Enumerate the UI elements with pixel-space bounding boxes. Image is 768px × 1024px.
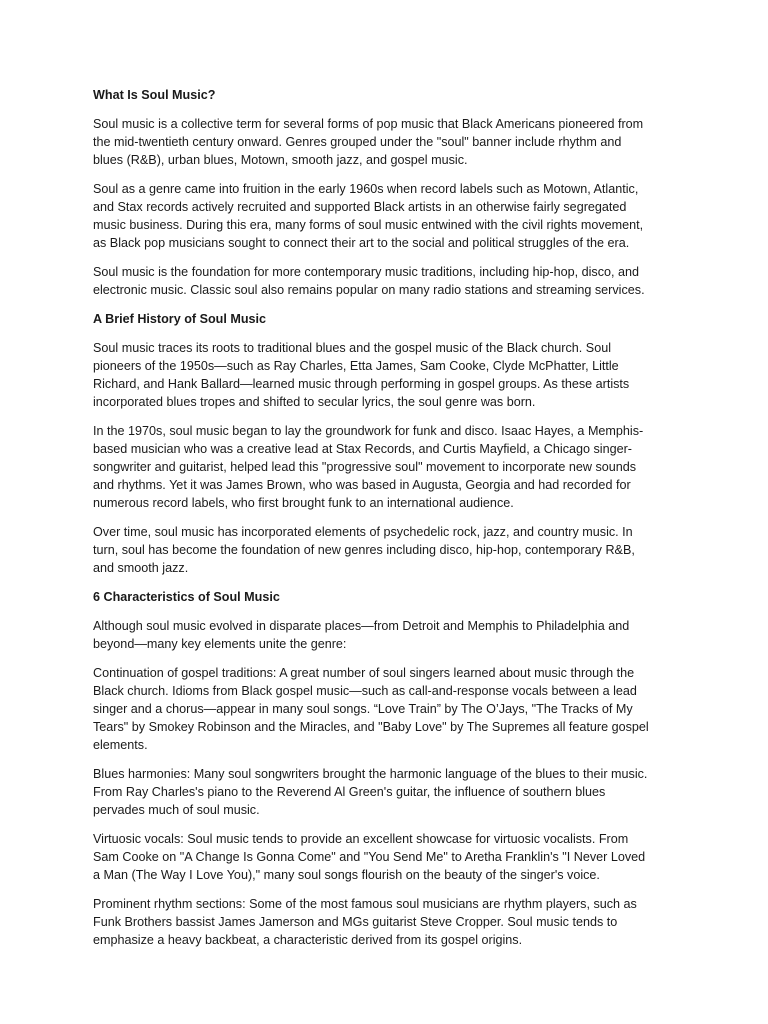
paragraph-gospel-traditions: Continuation of gospel traditions: A great number of soul singers learned about music through the Black church. Idioms from Black gospel music—such as call-and-response vocals between a lead singer and a chorus—appear in many soul songs. “Love Train” by The O’Jays, "The Tracks of My Tears" by Smokey Robinson and the Miracles, and "Baby Love" by The Supremes all feature gospel elements.	[93, 666, 649, 752]
section-heading-what-is-soul: What Is Soul Music?	[93, 88, 216, 102]
paragraph-definition: Soul music is a collective term for several forms of pop music that Black Americans pioneered from the mid-twentieth century onward. Genres grouped under the "soul" banner include rhythm and blues (R&B), urban blues, Motown, smooth jazz, and gospel music.	[93, 117, 644, 167]
paragraph-foundation: Soul music is the foundation for more contemporary music traditions, including hip-hop, disco, and electronic music. Classic soul also remains popular on many radio stations and streaming services.	[93, 265, 645, 297]
section-heading-history: A Brief History of Soul Music	[93, 312, 267, 326]
paragraph-blues-harmonies: Blues harmonies: Many soul songwriters brought the harmonic language of the blues to their music. From Ray Charles's piano to the Reverend Al Green's guitar, the influence of southern blues pervades much of soul music.	[93, 767, 648, 817]
document-page	[93, 86, 653, 960]
paragraph-roots: Soul music traces its roots to traditional blues and the gospel music of the Black church. Soul pioneers of the 1950s—such as Ray Charles, Etta James, Sam Cooke, Clyde McPhatter, Little Richard, and Hank Ballard—learned music through performing in gospel groups. As these artists incorporated blues tropes and shifted to secular lyrics, the soul genre was born.	[93, 341, 630, 409]
paragraph-1970s: In the 1970s, soul music began to lay the groundwork for funk and disco. Isaac Hayes, a Memphis-based musician who was a creative lead at Stax Records, and Curtis Mayfield, a Chicago singer-songwriter and guitarist, helped lead this "progressive soul" movement to incorporate new sounds and rhythms. Yet it was James Brown, who was based in Augusta, Georgia and had recorded for numerous record labels, who first brought funk to an international audience.	[93, 424, 644, 510]
paragraph-1960s: Soul as a genre came into fruition in the early 1960s when record labels such as Motown, Atlantic, and Stax records actively recruited and supported Black artists in an otherwise fairly segregated music business. During this era, many forms of soul music entwined with the civil rights movement, as Black pop musicians sought to connect their art to the social and political struggles of the era.	[93, 182, 644, 250]
section-heading-characteristics: 6 Characteristics of Soul Music	[93, 590, 280, 604]
paragraph-over-time: Over time, soul music has incorporated elements of psychedelic rock, jazz, and country music. In turn, soul has become the foundation of new genres including disco, hip-hop, contemporary R&B, and smooth jazz.	[93, 525, 635, 575]
paragraph-intro-characteristics: Although soul music evolved in disparate places—from Detroit and Memphis to Philadelphia and beyond—many key elements unite the genre:	[93, 619, 630, 651]
paragraph-rhythm-sections: Prominent rhythm sections: Some of the most famous soul musicians are rhythm players, such as Funk Brothers bassist James Jamerson and MGs guitarist Steve Cropper. Soul music tends to emphasize a heavy backbeat, a characteristic derived from its gospel origins.	[93, 897, 637, 947]
paragraph-virtuosic-vocals: Virtuosic vocals: Soul music tends to provide an excellent showcase for virtuosic vocalists. From Sam Cooke on "A Change Is Gonna Come" and "You Send Me" to Aretha Franklin's "I Never Loved a Man (The Way I Love You)," many soul songs flourish on the beauty of the singer's voice.	[93, 832, 646, 882]
